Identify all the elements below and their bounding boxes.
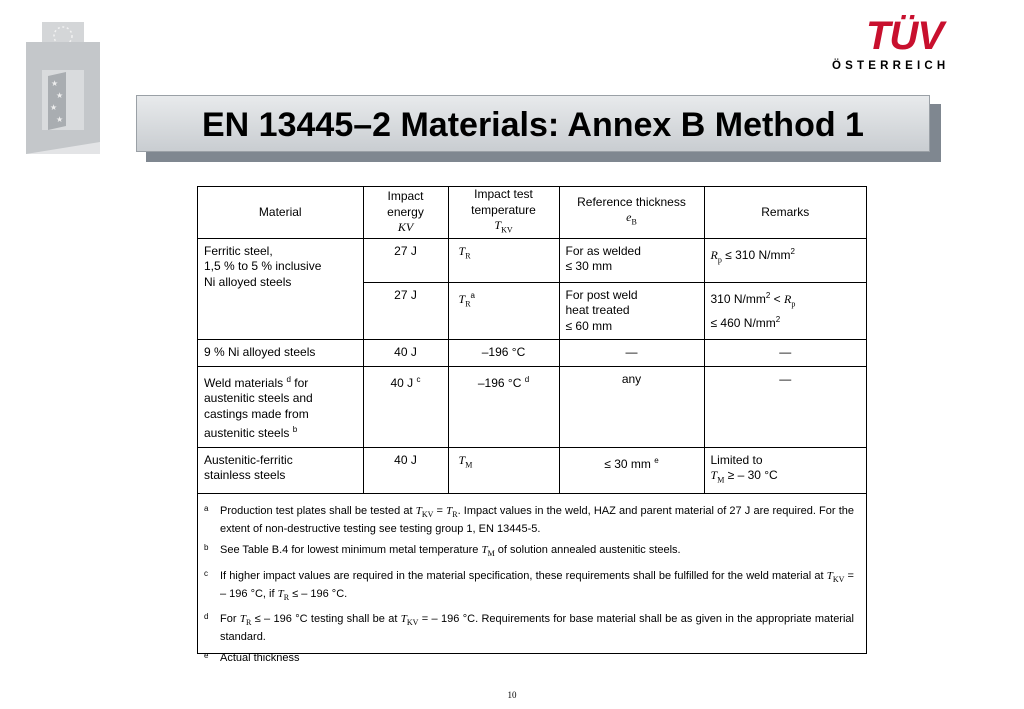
cell-temperature: –196 °C $^d$ — [448, 366, 559, 447]
cell-energy: 40 J $^c$ — [363, 366, 448, 447]
eu-logo-icon — [26, 22, 100, 154]
tuv-logo — [830, 14, 960, 74]
cell-temperature: $T_M$ — [448, 447, 559, 493]
table-row — [198, 366, 866, 447]
cell-remarks: $R_p \le 310$ $N/mm^2$ — [704, 238, 866, 282]
tuv-logo-wordmark: TÜV — [866, 14, 943, 58]
cell-thickness: — — [559, 340, 704, 367]
table-header-row — [198, 187, 866, 238]
tuv-logo-subtitle: ÖSTERREICH — [832, 60, 950, 72]
header-impact-temperature: Impact test temperature $T_{KV}$ — [448, 187, 559, 238]
footnote-b: b See Table B.4 for lowest minimum metal temperature $T_M$ of solution annealed austenitic steels. — [204, 543, 681, 559]
cell-temperature: $T_R^a$ — [448, 282, 559, 340]
header-impact-energy: Impact energy KV — [363, 187, 448, 238]
table-row — [198, 340, 866, 367]
cell-thickness: For as welded ≤ 30 mm — [559, 238, 704, 282]
svg-text:★: ★ — [51, 79, 59, 88]
cell-material: 9 % Ni alloyed steels — [198, 340, 363, 367]
table-row — [198, 447, 866, 493]
cell-material: Austenitic-ferritic stainless steels — [198, 447, 363, 493]
standard-excerpt — [197, 186, 867, 665]
cell-thickness: any — [559, 366, 704, 447]
title-box — [136, 95, 930, 152]
cell-thickness: ≤ 30 mm $^e$ — [559, 447, 704, 493]
cell-material: Ferritic steel, 1,5 % to 5 % inclusive Ni alloyed steels — [198, 238, 363, 340]
cell-energy: 27 J — [363, 282, 448, 340]
cell-remarks: 310 $N/mm^2 < R_p$ ≤ 460 $N/mm^2$ — [704, 282, 866, 340]
materials-table — [198, 187, 866, 494]
cell-energy: 40 J — [363, 340, 448, 367]
cell-remarks: — — [704, 340, 866, 367]
header-remarks: Remarks — [704, 187, 866, 238]
page-number: 10 — [507, 690, 517, 700]
cell-temperature: –196 °C — [448, 340, 559, 367]
footnote-d: d For $T_R$ ≤ – 196 °C testing shall be at $T_{KV}$ = – 196 °C. Requirements for base material shall be as given in the appropriate material standard. — [204, 612, 854, 644]
svg-text:★: ★ — [56, 91, 64, 100]
svg-text:★: ★ — [56, 115, 64, 124]
cell-temperature: $T_R$ — [448, 238, 559, 282]
cell-energy: 40 J — [363, 447, 448, 493]
footnote-c: c If higher impact values are required in the material specification, these requirements shall be fulfilled for the weld material at $T_{KV}$ = – 196 °C, if $T_R$ ≤ – 196 °C. — [204, 568, 854, 603]
table-row — [198, 238, 866, 282]
footnote-a: a Production test plates shall be tested at $T_{KV} = T_R$. Impact values in the weld, HAZ and parent material of 27 J are required. For the extent of non-destructive testing see testing group 1, EN 13445-5. — [204, 504, 854, 536]
header-material: Material — [198, 187, 363, 238]
cell-energy: 27 J — [363, 238, 448, 282]
footnotes — [198, 494, 866, 665]
slide-title: EN 13445–2 Materials: Annex B Method 1 — [202, 106, 864, 144]
cell-material: Weld materials $^d$ for austenitic steels and castings made from austenitic steels $^b$ — [198, 366, 363, 447]
cell-remarks: Limited to $T_M$ ≥ – 30 °C — [704, 447, 866, 493]
cell-remarks: — — [704, 366, 866, 447]
header-reference-thickness: Reference thickness $e_B$ — [559, 187, 704, 238]
svg-text:★: ★ — [50, 103, 58, 112]
footnote-e: e Actual thickness — [204, 651, 300, 665]
cell-thickness: For post weld heat treated ≤ 60 mm — [559, 282, 704, 340]
